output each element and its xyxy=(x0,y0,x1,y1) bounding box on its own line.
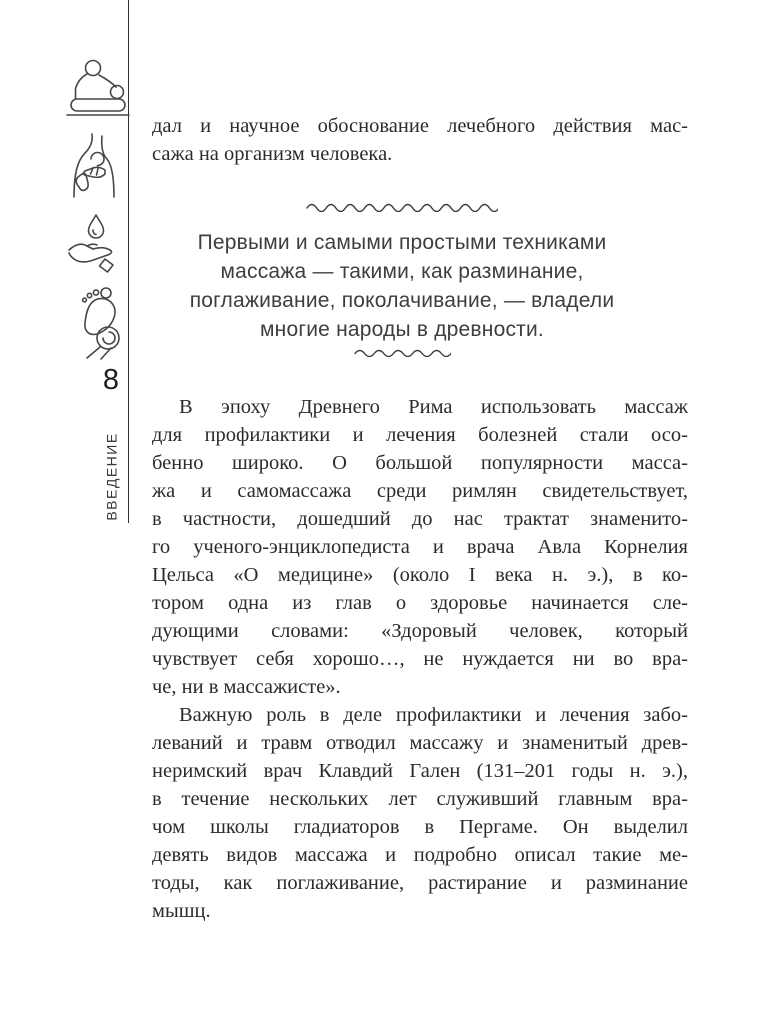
pull-quote xyxy=(152,228,652,344)
body-line: в частности, дошедший до нас трактат знаменито- xyxy=(152,508,688,530)
body-line: тоды, как поглаживание, растирание и разминание xyxy=(152,872,688,894)
hand-drop-icon xyxy=(67,213,115,275)
body-line: чом школы гладиаторов в Пергаме. Он выделил xyxy=(152,816,688,838)
body-line: бенно широко. О большой популярности масса- xyxy=(152,452,688,474)
text-column xyxy=(152,112,688,925)
squiggle-divider-bottom xyxy=(354,348,451,357)
body-line: Важную роль в деле профилактики и лечения забо- xyxy=(179,704,688,726)
paragraph-galen xyxy=(152,701,688,925)
body-line: в течение нескольких лет служивший главным вра- xyxy=(152,788,688,810)
body-line: В эпоху Древнего Рима использовать массаж xyxy=(179,396,688,418)
body-line: го ученого-энциклопедиста и врача Авла Корнелия xyxy=(152,536,688,558)
body-line: жа и самомассажа среди римлян свидетельствует, xyxy=(152,480,688,502)
section-label: ВВЕДЕНИЕ xyxy=(103,432,120,521)
body-line: чувствует себя хорошо…, не нуждается ни во вра- xyxy=(152,648,688,670)
massage-table-icon xyxy=(66,58,130,116)
pull-quote-line: массажа — такими, как разминание, xyxy=(220,260,584,283)
back-massage-icon xyxy=(71,131,117,199)
body-line: девять видов массажа и подробно описал такие ме- xyxy=(152,844,688,866)
pull-quote-line: поглаживание, поколачивание, — владели xyxy=(189,289,615,312)
body-line: че, ни в массажисте». xyxy=(152,676,341,698)
body-line: дал и научное обоснование лечебного действия мас- xyxy=(152,115,688,137)
paragraph-continued xyxy=(152,112,688,168)
pull-quote-line: многие народы в древности. xyxy=(260,318,544,341)
body-line: мышц. xyxy=(152,900,211,922)
pull-quote-line: Первыми и самыми простыми техниками xyxy=(197,231,607,254)
body-line: дующими словами: «Здоровый человек, который xyxy=(152,620,688,642)
body-line: для профилактики и лечения болезней стали осо- xyxy=(152,424,688,446)
paragraph-rome xyxy=(152,393,688,701)
body-line: леваний и травм отводил массажу и знаменитый древ- xyxy=(152,732,688,754)
foot-massage-icon xyxy=(75,286,123,360)
body-line: Цельса «О медицине» (около I века н. э.), в ко- xyxy=(152,564,688,586)
page-number: 8 xyxy=(102,364,120,396)
body-line: тором одна из глав о здоровье начинается сле- xyxy=(152,592,688,614)
squiggle-divider-top xyxy=(306,202,498,212)
body-line: неримский врач Клавдий Гален (131–201 годы н. э.), xyxy=(152,760,688,782)
body-line: сажа на организм человека. xyxy=(152,143,393,165)
